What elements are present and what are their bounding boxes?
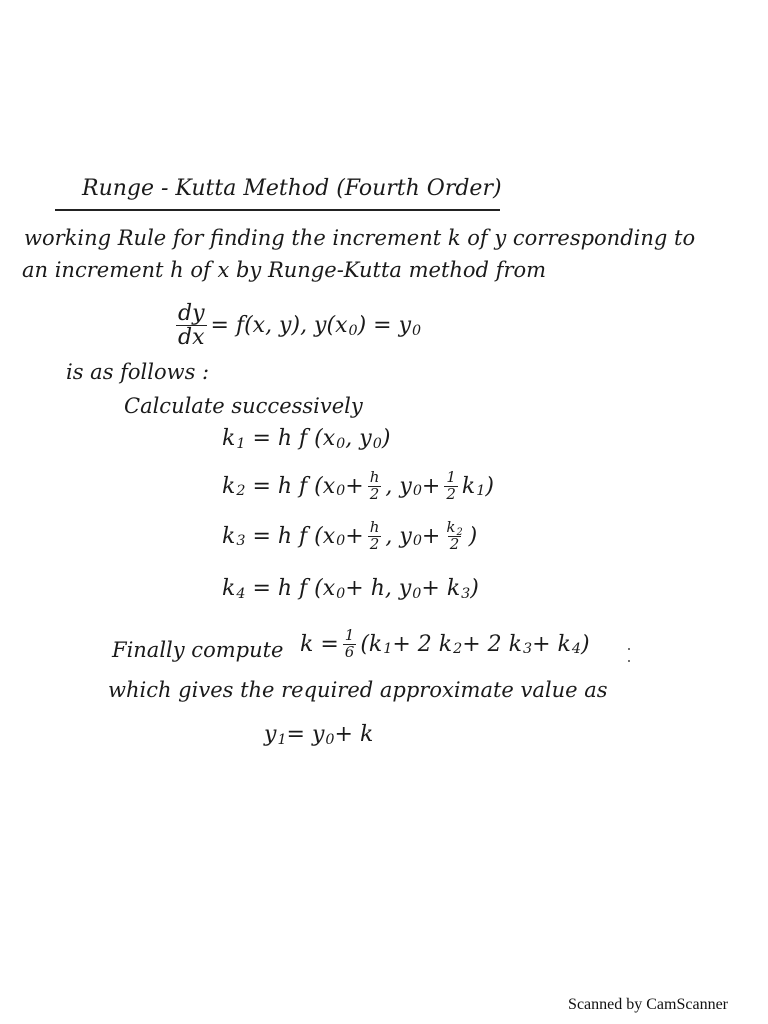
k3-lhs-sub: 3	[236, 533, 246, 550]
k1-lhs-sub: 1	[236, 435, 246, 452]
one-sixth-fraction	[343, 628, 357, 661]
calculate-successively: Calculate successively	[124, 394, 363, 418]
k3-rhs: = h f (x	[252, 523, 336, 549]
k3-lhs: k	[222, 523, 236, 549]
differential-equation	[172, 302, 421, 349]
k2-plus-1: +	[345, 473, 364, 499]
k3-k-num-letter: k	[446, 518, 456, 536]
y1-rhs: = y	[286, 722, 325, 747]
final-den: 6	[344, 642, 355, 661]
final-sub-1: 1	[383, 641, 393, 658]
k2-k: k	[461, 473, 476, 499]
h-over-2-fraction	[368, 470, 382, 503]
k1-end: )	[381, 426, 391, 451]
dy-dx-fraction	[176, 302, 207, 349]
camscanner-footer: Scanned by CamScanner	[568, 996, 728, 1013]
k3-k-num	[444, 518, 464, 539]
final-sub-3: 3	[522, 641, 533, 658]
one-half-fraction	[444, 470, 458, 503]
k1-sub-y: 0	[372, 435, 382, 452]
k2-lhs: k	[222, 473, 236, 499]
k4-mid: + h, y	[345, 576, 412, 601]
title-underline	[55, 209, 500, 211]
k2-sub-y: 0	[412, 483, 422, 500]
de-rhs: = f(x, y), y(x	[210, 313, 348, 339]
intro-line-1: working Rule for finding the increment k of y corresponding to	[24, 226, 696, 250]
k4-formula	[222, 576, 479, 601]
k1-formula	[222, 426, 390, 451]
final-sub-4: 4	[571, 641, 581, 658]
k4-lhs: k	[222, 576, 236, 601]
k2-k-sub: 1	[476, 483, 486, 500]
k3-h-den: 2	[369, 534, 380, 553]
y1-end: + k	[334, 722, 374, 747]
k4-sub-x: 0	[336, 585, 346, 602]
final-expr: (k	[360, 631, 383, 657]
final-k-formula	[300, 628, 590, 661]
y1-rhs-sub: 0	[325, 731, 335, 748]
final-sub-2: 2	[453, 641, 463, 658]
k3-k-den: 2	[449, 534, 460, 553]
y1-lhs-sub: 1	[277, 731, 287, 748]
final-lhs: k =	[300, 631, 339, 657]
k3-h-num: h	[369, 518, 380, 536]
dy-numerator: dy	[178, 301, 205, 326]
k1-sub-x: 0	[336, 435, 346, 452]
k2-h-den: 2	[369, 484, 380, 503]
is-as-follows: is as follows :	[66, 360, 210, 384]
k2-one-num: 1	[446, 468, 456, 486]
final-term-4: + k	[532, 631, 571, 657]
dx-denominator: dx	[178, 325, 205, 351]
k3-formula	[222, 520, 477, 553]
k2-formula	[222, 470, 494, 503]
k4-end: )	[470, 576, 479, 601]
k2-one-den: 2	[446, 484, 456, 503]
k3-mid: , y	[385, 523, 412, 549]
k3-sub-x: 0	[336, 533, 346, 550]
k3-sub-y: 0	[412, 533, 422, 550]
k4-sub-y: 0	[412, 585, 422, 602]
k1-mid: , y	[345, 426, 372, 451]
k4-lhs-sub: 4	[236, 585, 246, 602]
k3-plus-1: +	[345, 523, 364, 549]
stray-dot	[628, 660, 630, 662]
k2-h-num: h	[369, 468, 380, 486]
final-term-2: + 2 k	[392, 631, 453, 657]
de-rhs-end-sub: 0	[412, 322, 422, 339]
k3-plus-2: +	[421, 523, 441, 549]
k3-k-num-sub: 2	[456, 527, 463, 539]
k4-k-sub: 3	[461, 585, 471, 602]
k2-sub-x: 0	[336, 483, 346, 500]
k4-plus: + k	[421, 576, 461, 601]
k2-rhs: = h f (x	[252, 473, 336, 499]
finally-compute: Finally compute	[112, 638, 284, 662]
page-title: Runge - Kutta Method (Fourth Order)	[82, 176, 502, 201]
y1-formula	[264, 722, 373, 747]
k2-over-2-fraction	[444, 520, 464, 553]
final-num: 1	[344, 626, 355, 644]
k2-end: )	[485, 473, 494, 499]
k2-lhs-sub: 2	[236, 483, 246, 500]
which-gives-line: which gives the required approximate value as	[108, 678, 608, 702]
k3-end: )	[468, 523, 478, 549]
k2-mid: , y	[385, 473, 412, 499]
final-term-3: + 2 k	[462, 631, 522, 657]
k1-rhs: = h f (x	[252, 426, 336, 451]
intro-line-2: an increment h of x by Runge-Kutta method from	[22, 258, 547, 282]
final-close: )	[580, 631, 590, 657]
k1-lhs: k	[222, 426, 236, 451]
h-over-2-fraction	[368, 520, 382, 553]
stray-dot	[628, 648, 630, 650]
k2-plus-2: +	[421, 473, 441, 499]
de-rhs-end: ) = y	[357, 313, 412, 339]
k4-rhs: = h f (x	[252, 576, 336, 601]
de-rhs-sub: 0	[348, 322, 358, 339]
y1-lhs: y	[264, 722, 277, 747]
